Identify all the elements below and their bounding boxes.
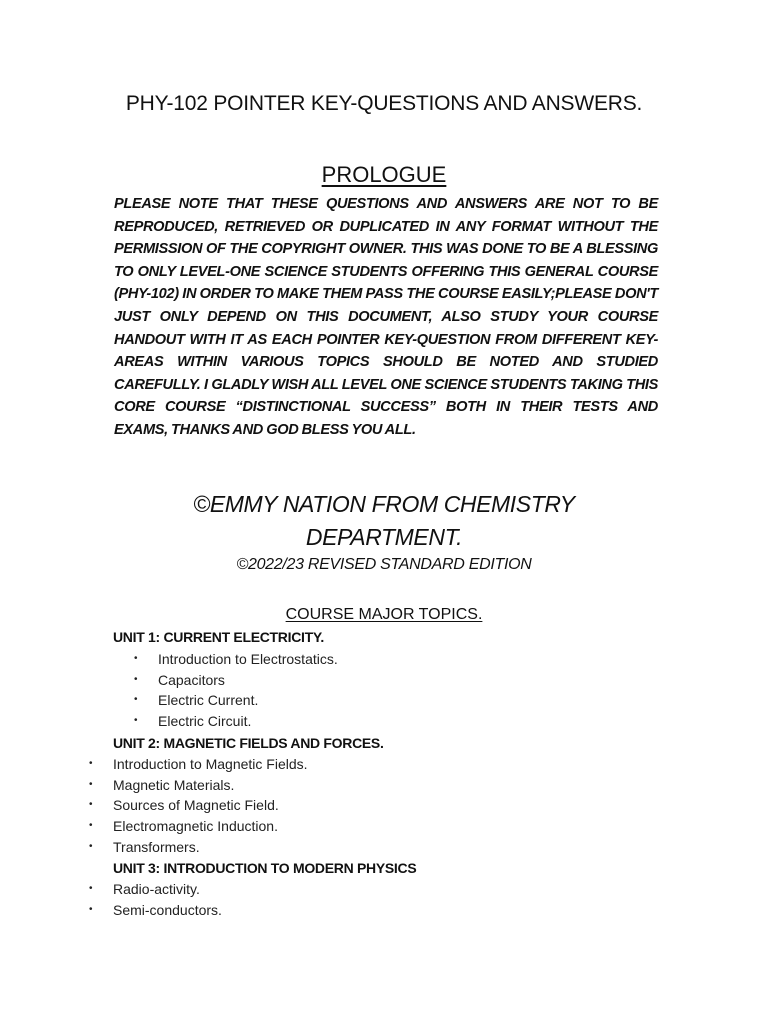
bullet-icon: • xyxy=(89,758,93,769)
unit-2-topic-list xyxy=(89,754,308,858)
bullet-icon: • xyxy=(134,653,138,664)
edition-label: ©2022/23 REVISED STANDARD EDITION xyxy=(236,556,532,573)
bullet-icon: • xyxy=(134,694,138,706)
bullet-icon: • xyxy=(89,799,93,811)
bullet-icon: • xyxy=(89,883,93,894)
list-item: • Electric Current. xyxy=(134,692,259,709)
copyright-line-1: ©EMMY NATION FROM CHEMISTRY xyxy=(193,491,575,517)
unit-3-topic-list xyxy=(89,879,222,920)
bullet-icon: • xyxy=(89,778,93,790)
list-item: • Magnetic Materials. xyxy=(89,776,235,793)
list-item: • Capacitors xyxy=(134,671,225,688)
copyright-line-2: DEPARTMENT. xyxy=(305,524,463,550)
document-title: PHY-102 POINTER KEY-QUESTIONS AND ANSWERS. xyxy=(125,92,643,115)
list-item: • Electromagnetic Induction. xyxy=(89,818,278,835)
unit-2-heading: UNIT 2: MAGNETIC FIELDS AND FORCES. xyxy=(113,735,384,751)
list-item: • Introduction to Magnetic Fields. xyxy=(89,756,308,772)
list-item: • Radio-activity. xyxy=(89,881,200,897)
bullet-icon: • xyxy=(134,673,138,685)
bullet-icon: • xyxy=(134,715,138,727)
list-item: • Introduction to Electrostatics. xyxy=(134,651,338,667)
prologue-heading: PROLOGUE xyxy=(321,162,447,187)
bullet-icon: • xyxy=(89,903,93,915)
bullet-icon: • xyxy=(89,820,93,832)
list-item: • Semi-conductors. xyxy=(89,901,222,918)
list-item: • Electric Circuit. xyxy=(134,713,252,730)
unit-3-heading: UNIT 3: INTRODUCTION TO MODERN PHYSICS xyxy=(113,860,417,876)
list-item: • Sources of Magnetic Field. xyxy=(89,797,279,814)
topics-heading: COURSE MAJOR TOPICS. xyxy=(285,606,483,623)
unit-1-heading: UNIT 1: CURRENT ELECTRICITY. xyxy=(113,629,324,645)
bullet-icon: • xyxy=(89,840,93,852)
list-item: • Transformers. xyxy=(89,838,200,855)
prologue-paragraph: PLEASE NOTE THAT THESE QUESTIONS AND ANSWERS ARE NOT TO BE REPRODUCED, RETRIEVED OR DUPLICATED IN ANY FORMAT WITHOUT THE PERMISSION OF THE COPYRIGHT OWNER. THIS WAS DONE TO BE A BLESSING TO ONLY LEVEL-ONE SCIENCE STUDENTS OFFERING THIS GENERAL COURSE (PHY-102) IN ORDER TO MAKE THEM PASS THE COURSE EASILY;PLEASE DON'T JUST ONLY DEPEND ON THIS DOCUMENT, ALSO STUDY YOUR COURSE HANDOUT WITH IT AS EACH POINTER KEY-QUESTION FROM DIFFERENT KEY-AREAS WITHIN VARIOUS TOPICS SHOULD BE NOTED AND STUDIED CAREFULLY. I GLADLY WISH ALL LEVEL ONE SCIENCE STUDENTS TAKING THIS CORE COURSE “DISTINCTIONAL SUCCESS” BOTH IN THEIR TESTS AND EXAMS, THANKS AND GOD BLESS YOU ALL. xyxy=(114,196,658,438)
unit-1-topic-list xyxy=(134,649,338,732)
copyright-notice xyxy=(0,488,768,554)
